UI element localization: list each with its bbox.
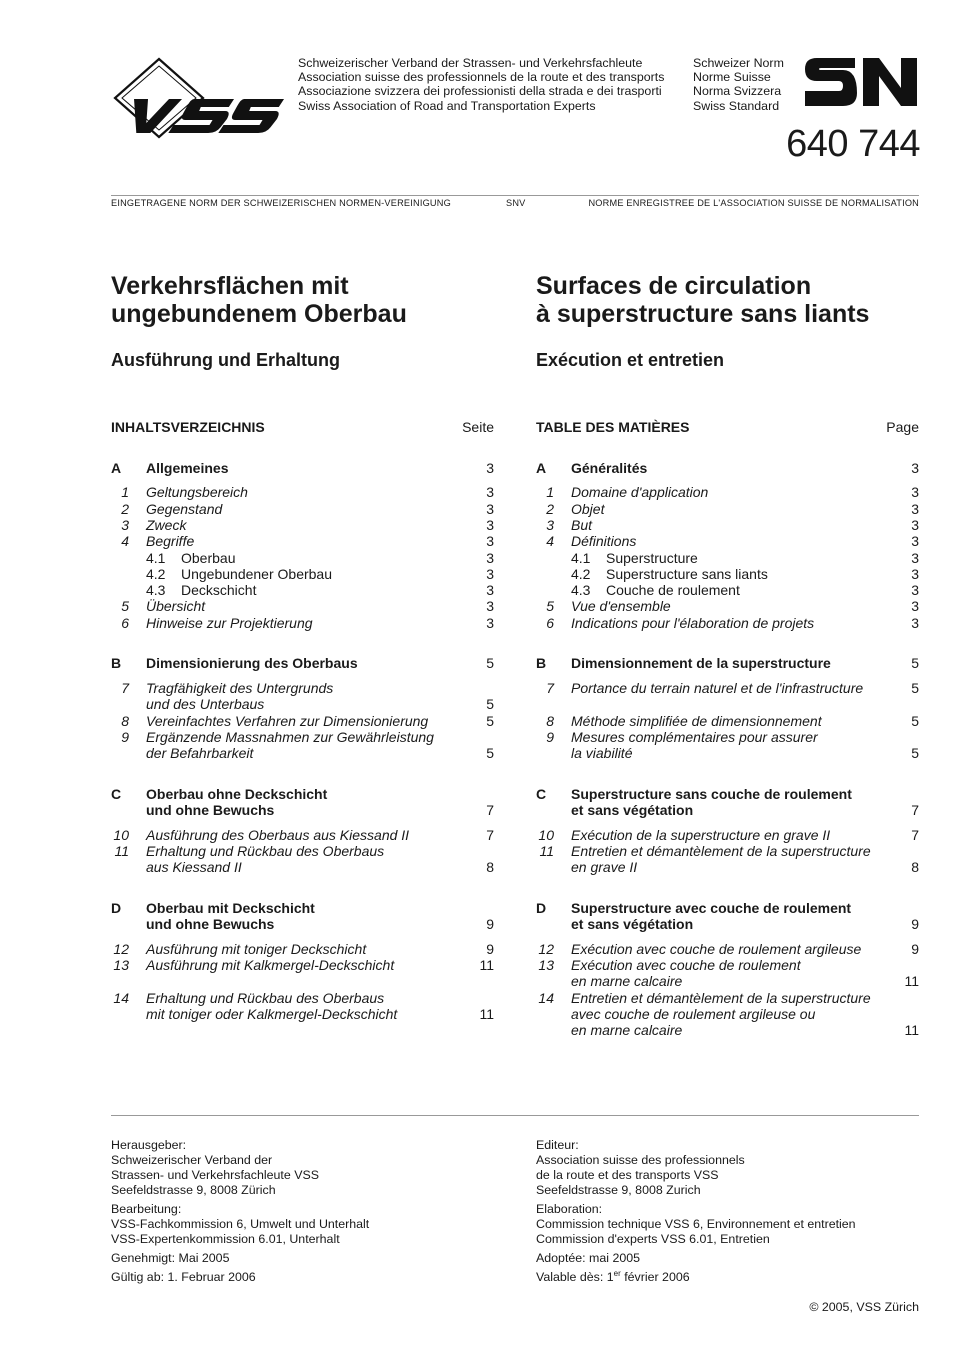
toc-subentry-title: Superstructure sans liants	[606, 566, 768, 582]
toc-entry-number: 6	[546, 615, 554, 631]
toc-header-fr	[536, 419, 919, 435]
toc-entry-number: 7	[546, 680, 554, 696]
toc-entry-row	[111, 827, 494, 844]
toc-page-number: 3	[486, 550, 494, 566]
toc-entry-row	[536, 729, 919, 746]
toc-entry-row	[111, 615, 494, 632]
toc-subentry	[146, 582, 256, 598]
toc-entry-number: 14	[113, 990, 129, 1006]
toc-entry-number: 4	[121, 533, 129, 549]
toc-entry-row	[111, 501, 494, 518]
toc-entry-title: Gegenstand	[146, 501, 223, 517]
toc-entry-row	[536, 941, 919, 958]
editing-line: VSS-Expertenkommission 6.01, Unterhalt	[111, 1232, 340, 1246]
norm-number: 640 744	[786, 123, 920, 165]
toc-entry-title: Ausführung des Oberbaus aus Kiessand II	[146, 827, 410, 843]
toc-entry-row	[111, 566, 494, 583]
toc-page-number: 11	[479, 957, 494, 973]
toc-page-number: 3	[486, 615, 494, 631]
title-fr	[536, 272, 869, 328]
toc-entry-row	[536, 859, 919, 876]
toc-entry-number: 8	[546, 713, 554, 729]
toc-section-title: Dimensionierung des Oberbaus	[146, 655, 358, 671]
toc-subentry	[146, 566, 332, 582]
toc-entry-title: Indications pour l'élaboration de projets	[571, 615, 815, 631]
toc-section-row	[111, 900, 494, 917]
toc-entry-title: Exécution avec couche de roulement argileuse	[571, 941, 862, 957]
toc-entry-number: 5	[121, 598, 129, 614]
toc-page-number: 11	[904, 1022, 919, 1038]
toc-page-number: 3	[911, 566, 919, 582]
toc-page-number: 5	[911, 713, 919, 729]
toc-entry-row	[536, 1006, 919, 1023]
publisher-label-fr: Editeur:	[536, 1138, 579, 1152]
toc-subentry-title: Oberbau	[181, 550, 236, 566]
toc-entry-number: 5	[546, 598, 554, 614]
toc-page-number: 3	[486, 460, 494, 476]
toc-subentry-title: Ungebundener Oberbau	[181, 566, 333, 582]
toc-entry-title: Erhaltung und Rückbau des Oberbaus	[146, 990, 385, 1006]
toc-section-row	[536, 460, 919, 477]
toc-de	[111, 460, 494, 1050]
toc-page-number: 3	[486, 517, 494, 533]
toc-entry-number: 2	[121, 501, 129, 517]
toc-entry-title: But	[571, 517, 593, 533]
toc-header-de	[111, 419, 494, 435]
toc-section-letter: C	[111, 786, 122, 802]
toc-entry-title: en marne calcaire	[571, 1022, 683, 1038]
toc-entry-row	[536, 745, 919, 762]
publisher-line: Seefeldstrasse 9, 8008 Zürich	[111, 1183, 276, 1197]
norm-label-fr: Norme Suisse	[693, 70, 771, 85]
editing-de	[111, 1202, 511, 1247]
toc-entry-number: 12	[113, 941, 129, 957]
toc-entry-row	[536, 533, 919, 550]
toc-entry-title: Begriffe	[146, 533, 195, 549]
toc-entry-row	[536, 1022, 919, 1039]
toc-page-number: 9	[486, 941, 494, 957]
toc-entry-row	[111, 990, 494, 1007]
toc-entry-title: en marne calcaire	[571, 973, 683, 989]
footer-de	[111, 1138, 511, 1289]
publisher-line: Seefeldstrasse 9, 8008 Zurich	[536, 1183, 701, 1197]
editing-line: Commission technique VSS 6, Environnement et entretien	[536, 1217, 856, 1231]
org-line-en: Swiss Association of Road and Transportation Experts	[298, 98, 596, 113]
toc-entry-title: Zweck	[146, 517, 187, 533]
publisher-line: Association suisse des professionnels	[536, 1153, 745, 1167]
toc-section-row	[111, 786, 494, 803]
toc-entry-title: Définitions	[571, 533, 637, 549]
toc-entry-number: 1	[546, 484, 554, 500]
approved-fr: Adoptée: mai 2005	[536, 1251, 641, 1265]
toc-page-number: 5	[911, 745, 919, 761]
toc-subentry	[571, 582, 740, 598]
toc-entry-row	[536, 615, 919, 632]
toc-subentry-title: Couche de roulement	[606, 582, 740, 598]
toc-page-number: 3	[911, 501, 919, 517]
toc-section-title: Oberbau mit Deckschicht	[146, 900, 315, 916]
toc-entry-row	[536, 566, 919, 583]
toc-entry-title: Portance du terrain naturel et de l'infrastructure	[571, 680, 864, 696]
norm-type-labels	[693, 56, 784, 113]
toc-entry-number: 10	[538, 827, 554, 843]
toc-entry-number: 11	[539, 843, 554, 859]
toc-entry-title: Übersicht	[146, 598, 206, 614]
valid-fr-sup: er	[613, 1268, 621, 1278]
toc-entry-row	[111, 843, 494, 860]
toc-entry-title: Ausführung mit toniger Deckschicht	[146, 941, 367, 957]
toc-entry-title: Objet	[571, 501, 605, 517]
subtitle-fr: Exécution et entretien	[536, 350, 725, 370]
toc-entry-row	[536, 990, 919, 1007]
norm-label-en: Swiss Standard	[693, 98, 780, 113]
toc-entry-title: Vue d'ensemble	[571, 598, 671, 614]
toc-section-title: et sans végétation	[571, 802, 694, 818]
toc-section-title: Oberbau ohne Deckschicht	[146, 786, 328, 802]
toc-section-title: und ohne Bewuchs	[146, 916, 275, 932]
publisher-de	[111, 1138, 511, 1198]
toc-page-number: 3	[911, 484, 919, 500]
editing-line: VSS-Fachkommission 6, Umwelt und Unterhalt	[111, 1217, 370, 1231]
toc-entry-title: Méthode simplifiée de dimensionnement	[571, 713, 822, 729]
toc-entry-row	[111, 729, 494, 746]
title-fr-line-2: à superstructure sans liants	[536, 300, 870, 328]
toc-entry-row	[536, 957, 919, 974]
toc-page-number: 3	[486, 566, 494, 582]
editing-line: Commission d'experts VSS 6.01, Entretien	[536, 1232, 770, 1246]
vss-logo	[111, 57, 291, 139]
toc-entry-row	[111, 745, 494, 762]
toc-entry-number: 14	[538, 990, 554, 1006]
toc-entry-number: 7	[121, 680, 129, 696]
toc-section-title: Allgemeines	[146, 460, 229, 476]
toc-entry-title: und des Unterbaus	[146, 696, 265, 712]
toc-entry-number: 12	[538, 941, 554, 957]
toc-page-number: 3	[486, 533, 494, 549]
toc-subentry-number: 4.1	[571, 550, 591, 566]
toc-entry-row	[111, 1006, 494, 1023]
toc-page-number: 3	[911, 550, 919, 566]
toc-page-number: 3	[911, 582, 919, 598]
registration-fr: NORME ENREGISTREE DE L'ASSOCIATION SUISSE DE NORMALISATION	[588, 198, 919, 208]
toc-entry-number: 8	[121, 713, 129, 729]
toc-entry-number: 4	[546, 533, 554, 549]
copyright: © 2005, VSS Zürich	[809, 1300, 919, 1314]
toc-entry-row	[111, 859, 494, 876]
footer-divider	[111, 1115, 919, 1116]
valid-fr-suffix: février 2006	[620, 1270, 690, 1284]
toc-entry-title: Hinweise zur Projektierung	[146, 615, 313, 631]
toc-page-number: 5	[486, 745, 494, 761]
toc-entry-title: Tragfähigkeit des Untergrunds	[146, 680, 334, 696]
publisher-line: Strassen- und Verkehrsfachleute VSS	[111, 1168, 320, 1182]
toc-page-number: 7	[486, 802, 494, 818]
registration-snv: SNV	[506, 198, 526, 208]
toc-subentry-title: Deckschicht	[181, 582, 257, 598]
valid-de: Gültig ab: 1. Februar 2006	[111, 1270, 256, 1284]
org-line-it: Associazione svizzera dei professionisti della strada e dei trasporti	[298, 84, 662, 99]
toc-page-number: 5	[911, 680, 919, 696]
toc-entry-row	[536, 582, 919, 599]
editing-fr	[536, 1202, 919, 1247]
toc-entry-row	[111, 550, 494, 567]
toc-section-title: Dimensionnement de la superstructure	[571, 655, 831, 671]
toc-page-number: 3	[911, 598, 919, 614]
toc-page-number: 11	[479, 1006, 494, 1022]
toc-entry-title: Entretien et démantèlement de la superstructure	[571, 843, 871, 859]
norm-label-it: Norma Svizzera	[693, 84, 782, 99]
toc-entry-row	[536, 843, 919, 860]
toc-entry-title: Mesures complémentaires pour assurer	[571, 729, 818, 745]
toc-entry-title: la viabilité	[571, 745, 633, 761]
toc-subentry-number: 4.2	[571, 566, 591, 582]
toc-entry-number: 10	[113, 827, 129, 843]
toc-page-number: 8	[911, 859, 919, 875]
toc-section-title: Généralités	[571, 460, 648, 476]
toc-entry-title: mit toniger oder Kalkmergel-Deckschicht	[146, 1006, 398, 1022]
toc-section-letter: A	[111, 460, 122, 476]
toc-section-letter: C	[536, 786, 547, 802]
toc-section-letter: B	[111, 655, 122, 671]
toc-section-letter: D	[536, 900, 547, 916]
toc-page-number: 7	[486, 827, 494, 843]
toc-entry-title: Erhaltung und Rückbau des Oberbaus	[146, 843, 385, 859]
toc-entry-title: Domaine d'application	[571, 484, 709, 500]
toc-entry-row	[536, 973, 919, 990]
toc-section-row	[536, 655, 919, 672]
toc-section-row	[111, 802, 494, 819]
toc-page-number: 3	[486, 484, 494, 500]
toc-page-number: 7	[911, 827, 919, 843]
title-de	[111, 272, 407, 328]
valid-fr-prefix: Valable dès: 1	[536, 1270, 614, 1284]
toc-entry-row	[536, 484, 919, 501]
toc-entry-number: 13	[113, 957, 129, 973]
toc-subentry-number: 4.1	[146, 550, 166, 566]
toc-entry-row	[111, 713, 494, 730]
toc-page-number: 5	[911, 655, 919, 671]
toc-subentry-number: 4.3	[571, 582, 591, 598]
toc-section-row	[111, 916, 494, 933]
toc-entry-number: 6	[121, 615, 129, 631]
publisher-line: Schweizerischer Verband der	[111, 1153, 273, 1167]
toc-page-number: 3	[486, 582, 494, 598]
toc-entry-row	[111, 533, 494, 550]
toc-entry-number: 11	[114, 843, 129, 859]
toc-entry-row	[111, 598, 494, 615]
publisher-line: de la route et des transports VSS	[536, 1168, 719, 1182]
valid-fr	[536, 1270, 919, 1285]
toc-entry-title: Entretien et démantèlement de la superstructure	[571, 990, 871, 1006]
toc-section-letter: A	[536, 460, 547, 476]
toc-entry-row	[536, 827, 919, 844]
toc-section-title: Superstructure sans couche de roulement	[571, 786, 852, 802]
norm-label-de: Schweizer Norm	[693, 56, 784, 70]
toc-entry-row	[536, 598, 919, 615]
toc-page-number: 3	[911, 517, 919, 533]
toc-section-title: Superstructure avec couche de roulement	[571, 900, 852, 916]
toc-section-row	[111, 655, 494, 672]
toc-entry-title: Exécution de la superstructure en grave II	[571, 827, 831, 843]
toc-entry-number: 2	[546, 501, 554, 517]
toc-entry-row	[536, 517, 919, 534]
toc-section-title: et sans végétation	[571, 916, 694, 932]
registration-de: EINGETRAGENE NORM DER SCHWEIZERISCHEN NORMEN-VEREINIGUNG	[111, 198, 451, 208]
toc-section-row	[536, 916, 919, 933]
toc-entry-number: 3	[546, 517, 554, 533]
toc-entry-title: Geltungsbereich	[146, 484, 248, 500]
page-label-de: Seite	[462, 419, 494, 435]
toc-entry-title: Ausführung mit Kalkmergel-Deckschicht	[146, 957, 395, 973]
toc-entry-title: avec couche de roulement argileuse ou	[571, 1006, 816, 1022]
toc-subentry-number: 4.3	[146, 582, 166, 598]
sn-logo	[803, 56, 919, 113]
toc-entry-number: 9	[121, 729, 129, 745]
subtitle-de: Ausführung und Erhaltung	[111, 350, 340, 370]
toc-entry-row	[111, 941, 494, 958]
toc-entry-row	[111, 517, 494, 534]
toc-entry-number: 1	[121, 484, 129, 500]
title-de-line-1: Verkehrsflächen mit	[111, 272, 349, 300]
toc-entry-number: 13	[538, 957, 554, 973]
toc-page-number: 3	[486, 501, 494, 517]
editing-label-de: Bearbeitung:	[111, 1202, 182, 1216]
toc-page-number: 5	[486, 713, 494, 729]
title-de-line-2: ungebundenem Oberbau	[111, 300, 407, 328]
toc-entry-title: Ergänzende Massnahmen zur Gewährleistung	[146, 729, 434, 745]
toc-subentry	[571, 566, 768, 582]
toc-subentry-title: Superstructure	[606, 550, 698, 566]
toc-section-row	[536, 802, 919, 819]
toc-page-number: 9	[911, 916, 919, 932]
toc-label-de: INHALTSVERZEICHNIS	[111, 419, 265, 435]
toc-entry-title: der Befahrbarkeit	[146, 745, 254, 761]
org-line-fr: Association suisse des professionnels de la route et des transports	[298, 70, 665, 85]
toc-entry-row	[536, 680, 919, 697]
toc-page-number: 9	[486, 916, 494, 932]
toc-entry-title: aus Kiessand II	[146, 859, 242, 875]
toc-entry-number: 3	[121, 517, 129, 533]
publisher-label-de: Herausgeber:	[111, 1138, 187, 1152]
toc-page-number: 5	[486, 696, 494, 712]
toc-entry-title: Vereinfachtes Verfahren zur Dimensionierung	[146, 713, 429, 729]
toc-entry-row	[536, 550, 919, 567]
editing-label-fr: Elaboration:	[536, 1202, 603, 1216]
toc-section-letter: D	[111, 900, 122, 916]
footer-fr	[536, 1138, 919, 1289]
toc-subentry-number: 4.2	[146, 566, 166, 582]
toc-page-number: 3	[911, 615, 919, 631]
toc-page-number: 5	[486, 655, 494, 671]
toc-page-number: 11	[904, 973, 919, 989]
toc-section-letter: B	[536, 655, 547, 671]
org-line-de: Schweizerischer Verband der Strassen- und Verkehrsfachleute	[298, 56, 643, 70]
page-label-fr: Page	[886, 419, 919, 435]
toc-fr	[536, 460, 919, 1050]
toc-page-number: 3	[486, 598, 494, 614]
toc-entry-row	[111, 484, 494, 501]
toc-page-number: 8	[486, 859, 494, 875]
approved-de: Genehmigt: Mai 2005	[111, 1251, 230, 1265]
toc-section-row	[536, 900, 919, 917]
title-fr-line-1: Surfaces de circulation	[536, 272, 812, 300]
toc-entry-number: 9	[546, 729, 554, 745]
toc-label-fr: TABLE DES MATIÈRES	[536, 419, 690, 435]
toc-page-number: 7	[911, 802, 919, 818]
toc-subentry	[571, 550, 698, 566]
publisher-fr	[536, 1138, 919, 1198]
toc-entry-row	[111, 680, 494, 697]
toc-entry-row	[536, 713, 919, 730]
toc-page-number: 3	[911, 460, 919, 476]
toc-entry-row	[111, 582, 494, 599]
toc-section-row	[536, 786, 919, 803]
toc-entry-row	[536, 501, 919, 518]
toc-entry-title: en grave II	[571, 859, 638, 875]
toc-page-number: 9	[911, 941, 919, 957]
toc-page-number: 3	[911, 533, 919, 549]
header-divider	[111, 195, 919, 196]
toc-subentry	[146, 550, 235, 566]
toc-section-title: und ohne Bewuchs	[146, 802, 275, 818]
toc-section-row	[111, 460, 494, 477]
org-names	[298, 56, 664, 113]
toc-entry-row	[111, 957, 494, 974]
toc-entry-row	[111, 696, 494, 713]
toc-entry-title: Exécution avec couche de roulement	[571, 957, 801, 973]
